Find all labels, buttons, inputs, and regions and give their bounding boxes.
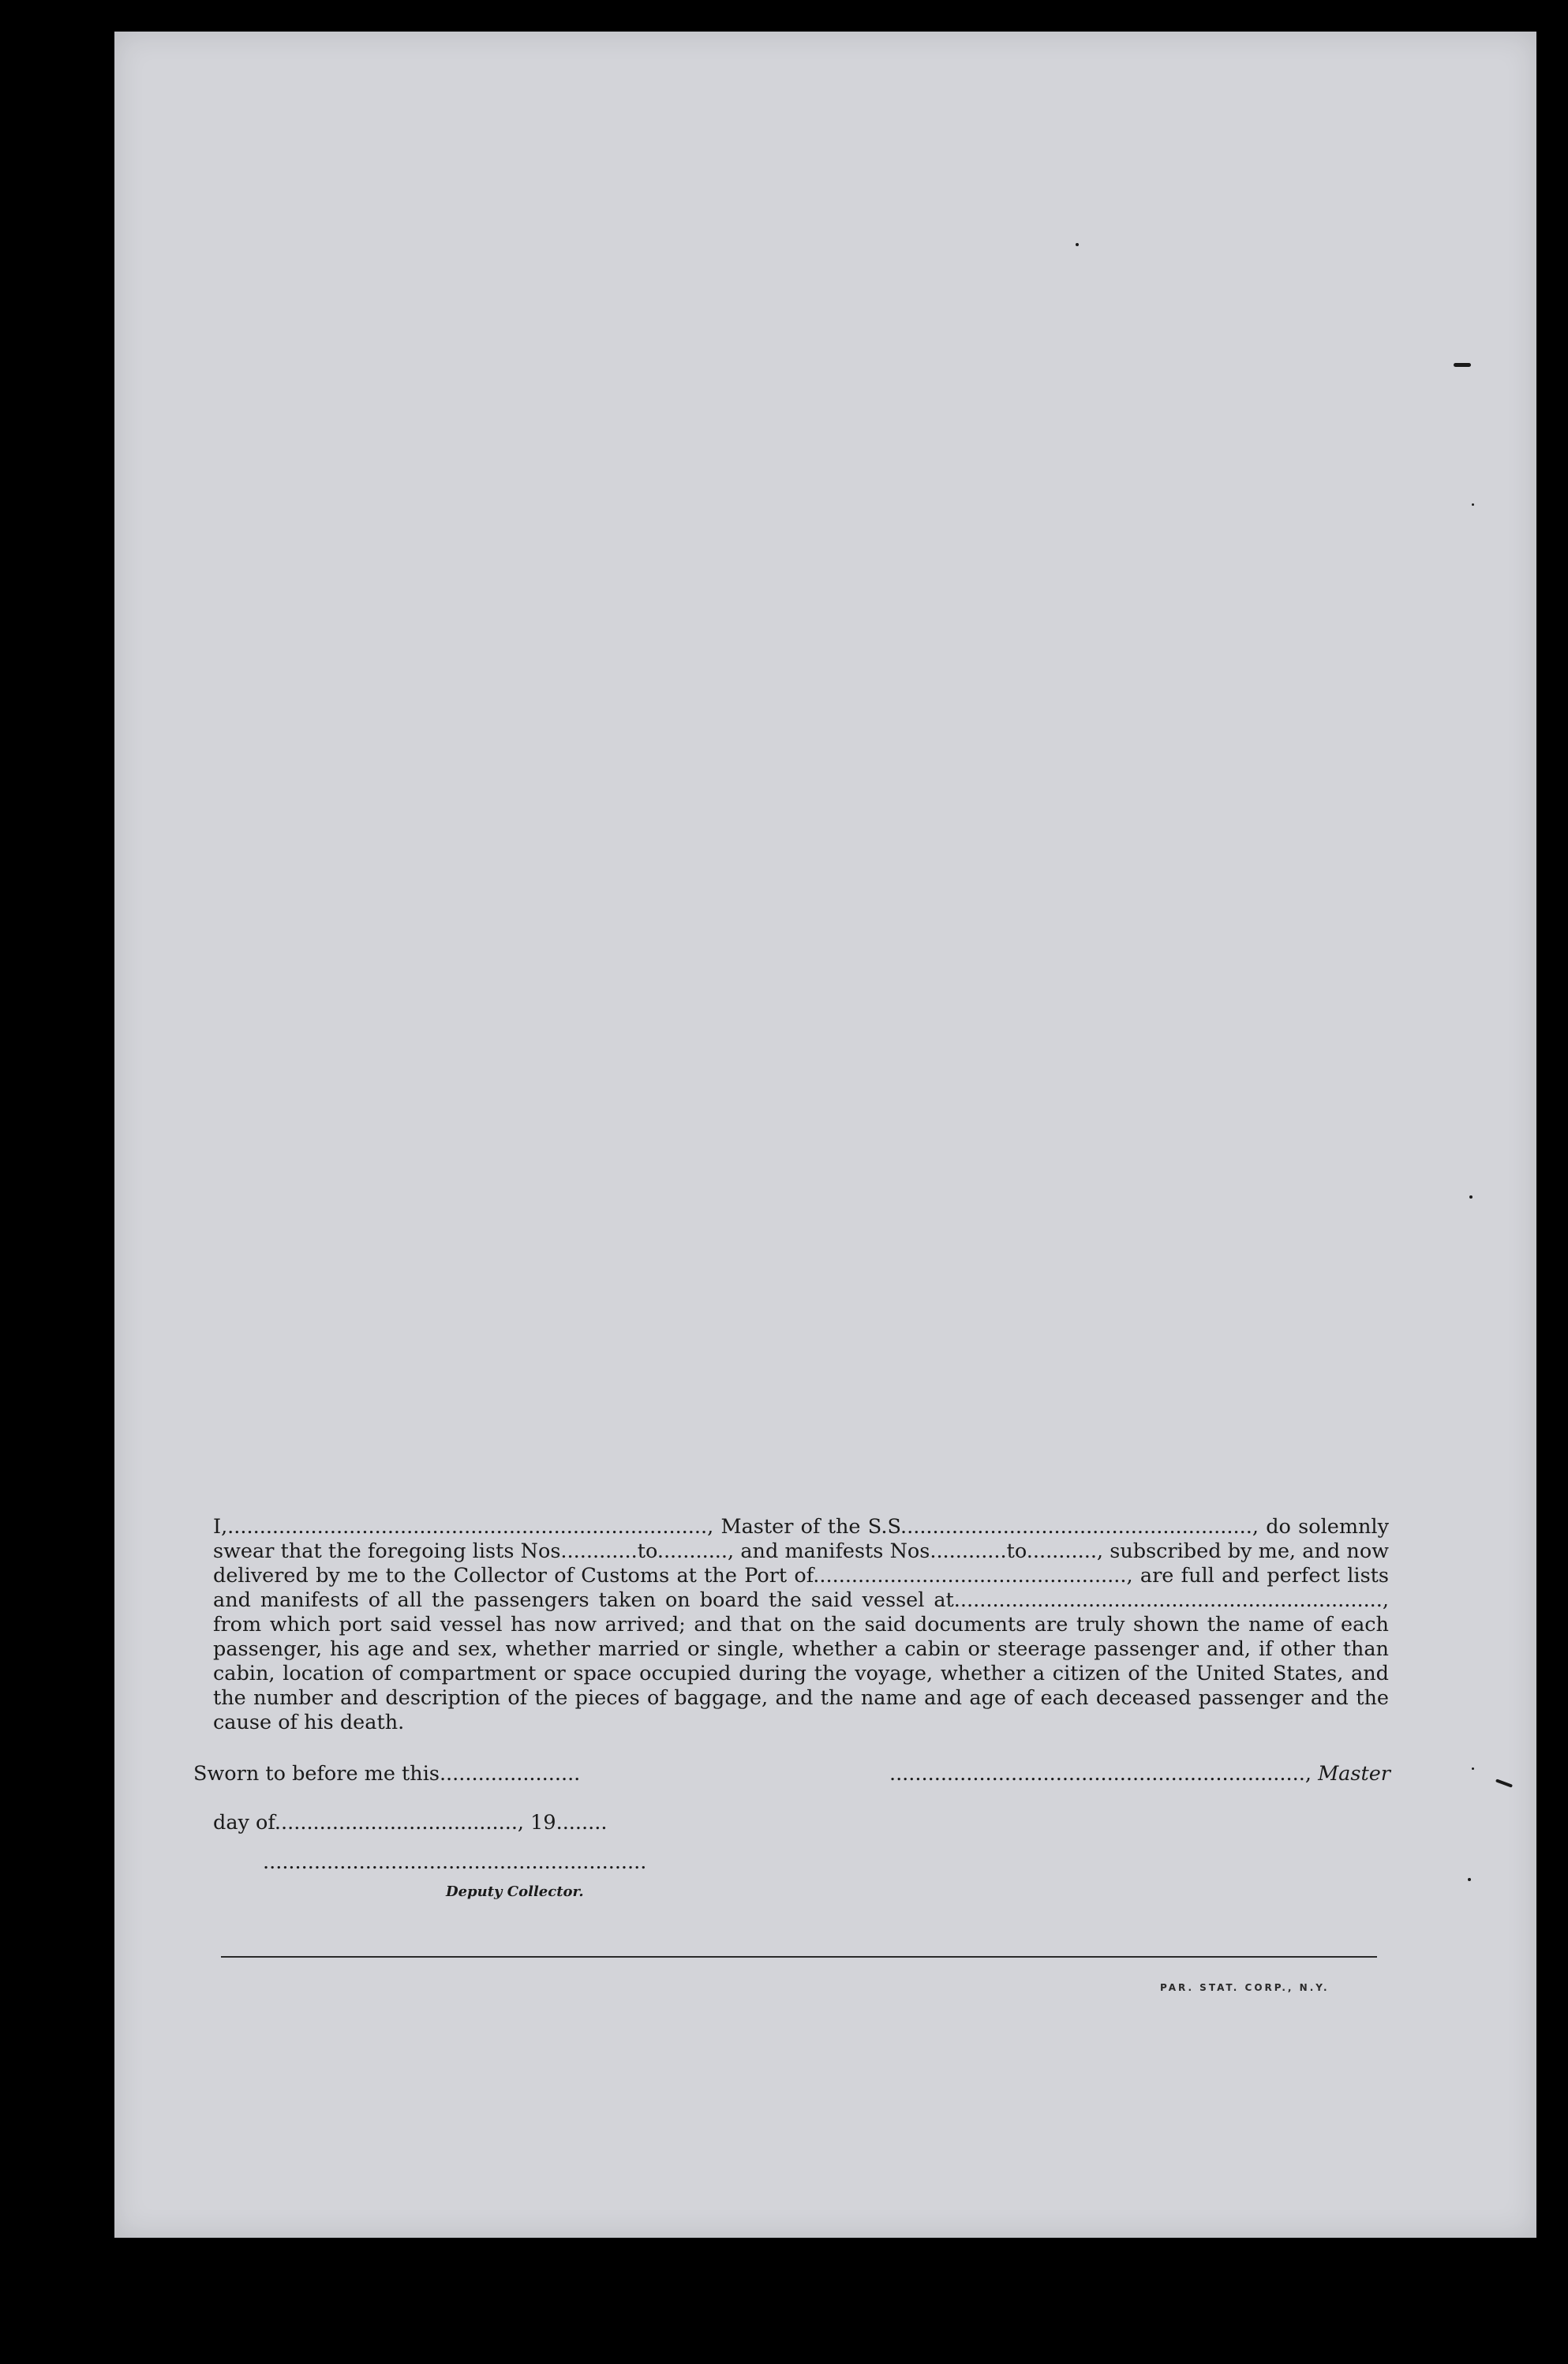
day-of-line: day of......................................, 19........ xyxy=(213,1811,608,1835)
scan-speck xyxy=(1076,243,1079,246)
oath-paragraph: I,..........................................................................., Master of the S.S......................................................., do solemnly swear that the foregoing lists Nos............to..........., and manifests Nos............to..........., subscribed by me, and now delivered by me to the Collector of Customs at the Port of................................................., are full and perfect lists and manifests of all the passengers taken on board the said vessel at..................................................................., from which port said vessel has now arrived; and that on the said documents are truly shown the name of each passenger, his age and sex, whether married or single, whether a cabin or steerage passenger and, if other than cabin, location of compartment or space occupied during the voyage, whether a citizen of the United States, and the number and description of the pieces of baggage, and the name and age of each deceased passenger and the cause of his death. xyxy=(213,1515,1389,1734)
scan-speck xyxy=(1472,503,1474,506)
scan-speck xyxy=(1468,1878,1471,1881)
master-signature-line xyxy=(889,1762,1390,1786)
deputy-collector-label: Deputy Collector. xyxy=(446,1883,584,1900)
master-label: Master xyxy=(1318,1762,1390,1786)
scan-speck xyxy=(1454,363,1471,367)
scan-speck xyxy=(1472,1767,1474,1770)
printer-imprint: PAR. STAT. CORP., N.Y. xyxy=(1160,1982,1330,1993)
deputy-signature-dots: ............................................................ xyxy=(263,1850,647,1874)
form-page xyxy=(114,32,1536,2238)
master-signature-dots: ................................................................., xyxy=(889,1762,1312,1786)
footer-rule xyxy=(221,1956,1377,1958)
scan-speck xyxy=(1469,1195,1473,1199)
sworn-before-line: Sworn to before me this...................... xyxy=(193,1762,581,1786)
